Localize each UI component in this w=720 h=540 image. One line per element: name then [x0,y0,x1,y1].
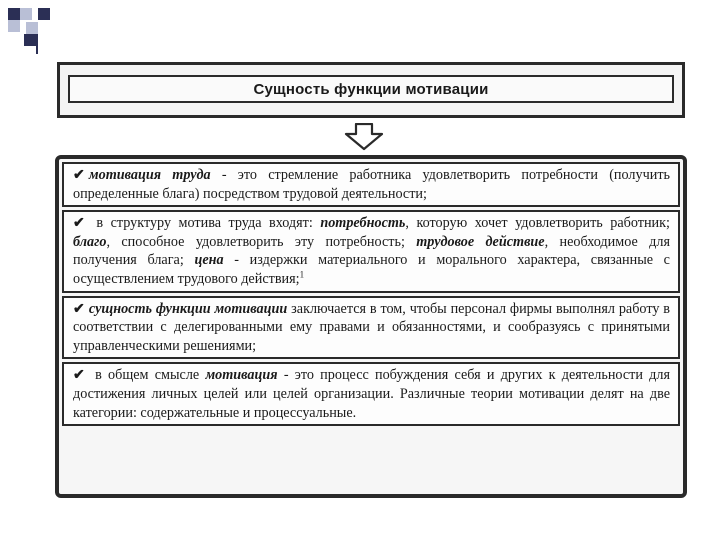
term-labor-action: трудовое действие [416,233,545,250]
title-frame [57,62,685,118]
definition-block-general-motivation [62,362,680,426]
down-arrow-icon [344,123,384,151]
check-icon: ✔ [73,167,85,183]
block-text: - это процесс побуждения себя и других к деятельности для достижения личных целей или целей организации. Различные теории мотивации делят на две категории: содержательные и процессуальные. [73,367,670,421]
footnote-marker: 1 [299,269,305,280]
block-text: заключается в том, чтобы персонал фирмы выполнял работу в соответствии с делегированными ему правами и обязанностями, и сообразуясь с принятыми управленческими решениями; [73,300,671,354]
block-text: - это стремление работника удовлетворить потребности (получить определенные блага) посредством трудовой деятельности; [73,167,670,202]
block-text: в структуру мотива труда входят: [88,215,321,232]
term-labor-motivation: мотивация труда [88,167,211,183]
term-good: благо [73,233,107,250]
content-frame [55,155,687,498]
title-inner-frame [68,75,674,103]
term-motivation-essence: сущность функции мотивации [88,300,288,317]
block-text: , необходимое для получения блага; [73,233,670,269]
block-text: - издержки материального и морального характера, связанные с осуществлением трудового действия; [73,252,670,287]
term-motivation: мотивация [205,367,278,384]
check-icon: ✔ [73,215,85,232]
block-text: , которую хочет удовлетворить работник; [405,215,670,232]
block-text: в общем смысле [88,367,206,384]
definition-block-motivation-essence [62,296,680,360]
term-need: потребность [320,215,406,232]
check-icon: ✔ [73,300,85,317]
definition-block-motive-structure [62,210,680,292]
corner-line [36,34,38,54]
page-title: Сущность функции мотивации [253,80,489,98]
definition-block-labor-motivation [62,162,680,207]
block-text: , способное удовлетворить эту потребность; [106,233,417,250]
check-icon: ✔ [73,367,85,384]
term-price: цена [194,252,224,269]
